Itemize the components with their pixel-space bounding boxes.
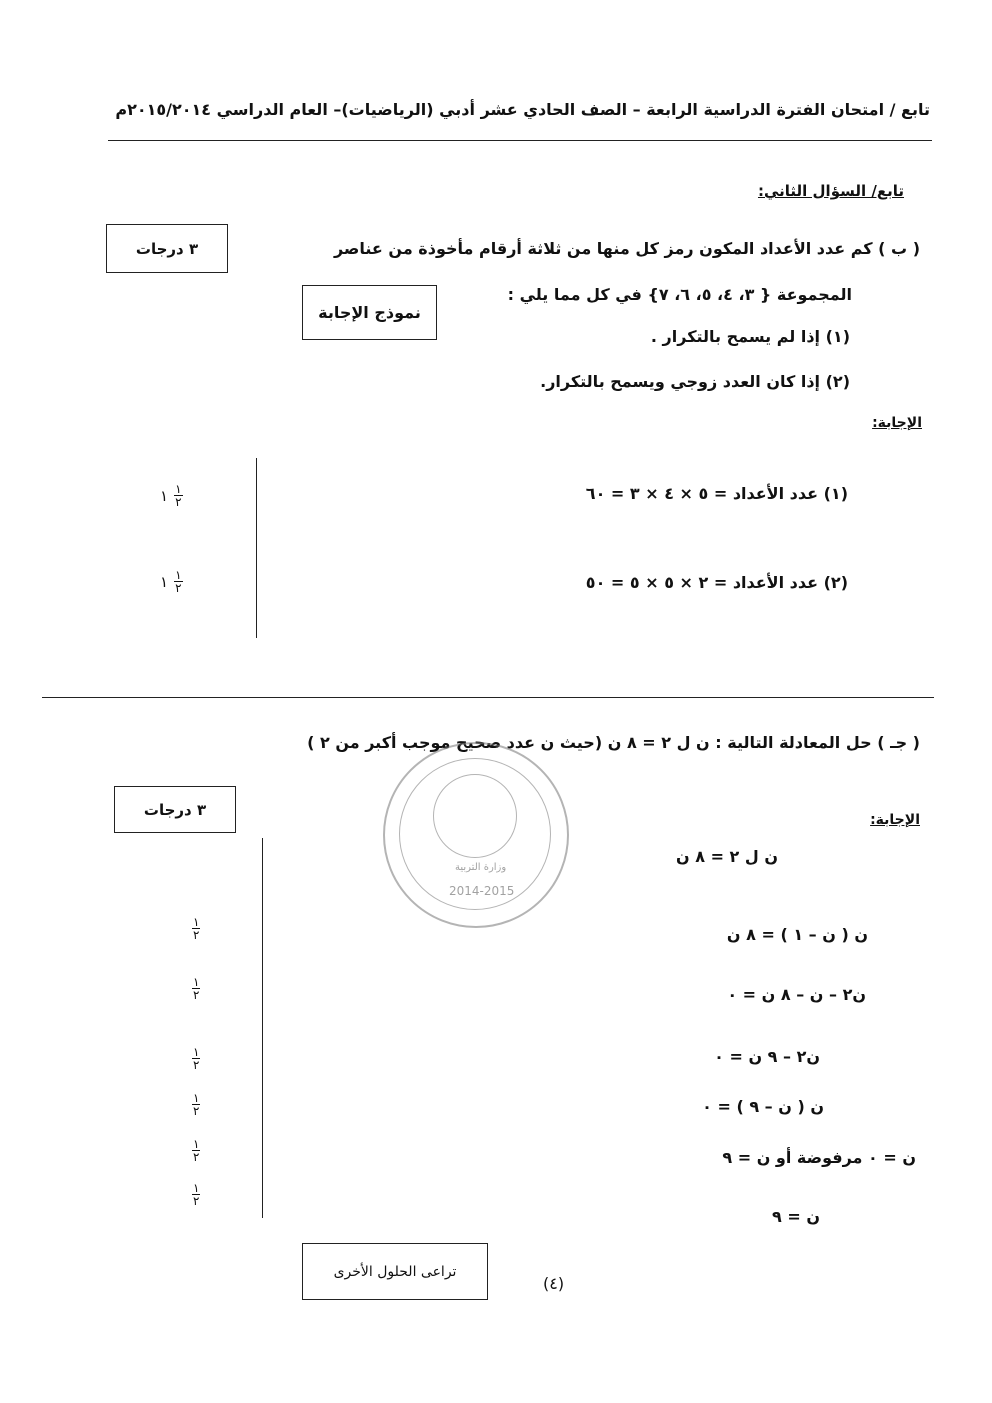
- score-c-6: ١ ٢: [193, 1181, 200, 1208]
- question-b-line1: ( ب ) كم عدد الأعداد المكون رمز كل منها من ثلاثة أرقام مأخوذة من عناصر: [333, 239, 920, 258]
- ministry-seal: [383, 742, 569, 928]
- step-3: ن٢ – ن – ٨ ن = ٠: [727, 985, 866, 1004]
- step-7: ن = ٩: [772, 1207, 820, 1226]
- question-b-line2: المجموعة { ٣، ٤، ٥، ٦، ٧} في كل مما يلي :: [507, 285, 852, 304]
- score-c-5: ١ ٢: [193, 1137, 200, 1164]
- score-b-1: ١ ١ ٢: [160, 482, 182, 509]
- question-c-line: ( جـ ) حل المعادلة التالية : ن ل ٢ = ٨ ن (حيث ن عدد صحيح موجب أكبر من ٢ ): [307, 733, 920, 752]
- question-b-part2: (٢) إذا كان العدد زوجي ويسمح بالتكرار.: [540, 372, 850, 391]
- section-divider: [42, 697, 934, 698]
- marks-column-divider-c: [262, 838, 263, 1218]
- page-number: (٤): [543, 1274, 565, 1293]
- score-c-2: ١ ٢: [193, 975, 200, 1002]
- answer-b-1: (١) عدد الأعداد = ٥ × ٤ × ٣ = ٦٠: [585, 484, 848, 503]
- model-answer-box: نموذج الإجابة: [302, 285, 437, 340]
- question-b-part1: (١) إذا لم يسمح بالتكرار .: [650, 327, 850, 346]
- score-b-2: ١ ١ ٢: [160, 568, 182, 595]
- seal-ministry-text: وزارة التربية: [455, 862, 507, 873]
- marks-box-c: ٣ درجات: [114, 786, 236, 833]
- other-solutions-note: تراعى الحلول الأخرى: [302, 1243, 488, 1300]
- marks-box-b: ٣ درجات: [106, 224, 228, 273]
- header-divider: [108, 140, 932, 141]
- answer-label-c: الإجابة:: [870, 812, 920, 828]
- answer-b-2: (٢) عدد الأعداد = ٢ × ٥ × ٥ = ٥٠: [585, 573, 848, 592]
- seal-year: 2014-2015: [449, 884, 515, 898]
- step-4: ن٢ – ٩ ن = ٠: [714, 1047, 820, 1066]
- answer-label-b: الإجابة:: [872, 415, 922, 431]
- score-c-4: ١ ٢: [193, 1091, 200, 1118]
- marks-column-divider-b: [256, 458, 257, 638]
- question-heading: تابع/ السؤال الثاني:: [757, 182, 904, 200]
- score-c-3: ١ ٢: [193, 1045, 200, 1072]
- score-c-1: ١ ٢: [193, 915, 200, 942]
- step-6: ن = ٠ مرفوضة أو ن = ٩: [722, 1148, 916, 1167]
- step-5: ن ( ن – ٩ ) = ٠: [702, 1097, 824, 1116]
- step-1: ن ل ٢ = ٨ ن: [676, 847, 778, 866]
- step-2: ن ( ن – ١ ) = ٨ ن: [726, 925, 868, 944]
- page-header-title: تابع / امتحان الفترة الدراسية الرابعة – الصف الحادي عشر أدبي (الرياضيات)– العام الدراسي ٢٠١٥/٢٠١٤م: [115, 100, 930, 119]
